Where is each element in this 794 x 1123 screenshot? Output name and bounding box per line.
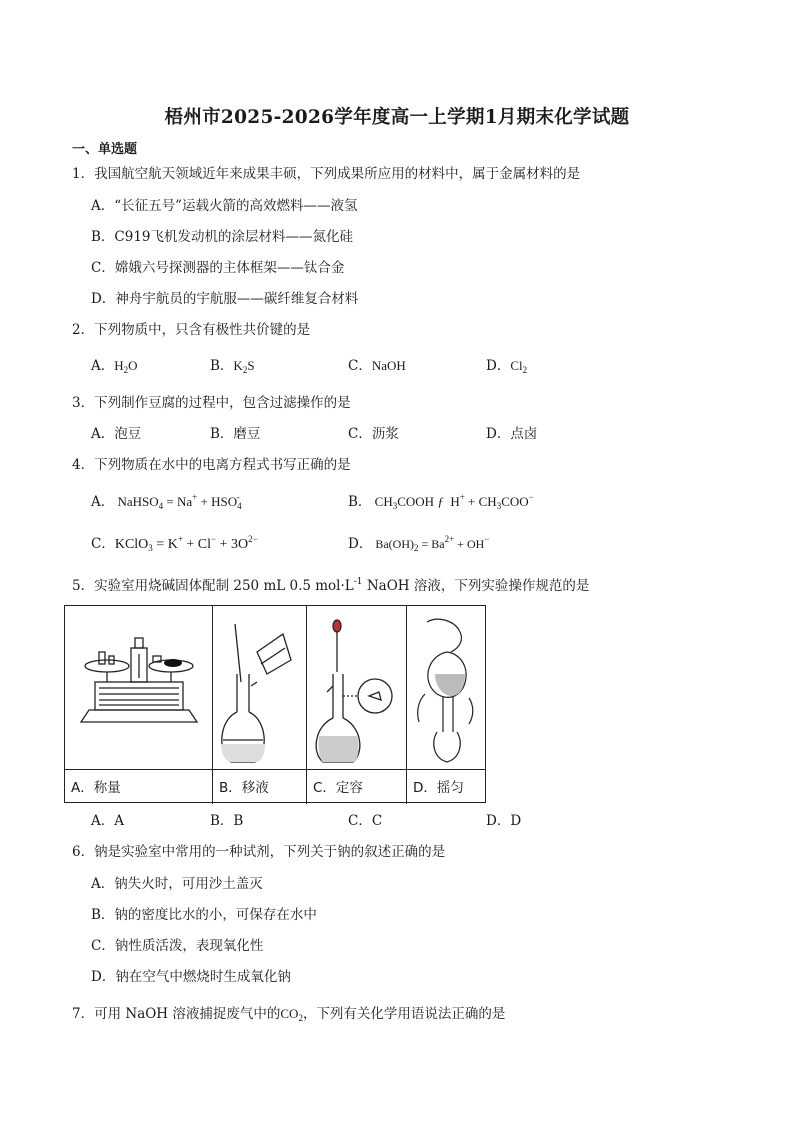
question-3-stem: 3．下列制作豆腐的过程中，包含过滤操作的是	[72, 395, 351, 411]
question-5-figure-table	[64, 605, 486, 803]
formula-h2o: $H_2O$	[114, 358, 138, 375]
question-3-option-a: A．泡豆	[91, 426, 142, 442]
option-label: B．	[348, 494, 372, 510]
question-2-option-b	[210, 357, 255, 375]
question-7-stem-text: 7．可用 NaOH 溶液捕捉废气中的	[72, 1006, 281, 1022]
balance-illustration	[65, 612, 213, 762]
option-label: C．	[348, 358, 372, 374]
question-2-option-c	[348, 357, 406, 375]
option-label: B．	[210, 358, 234, 374]
question-5-option-d: D．D	[486, 813, 522, 829]
question-2-option-a	[91, 357, 138, 375]
section-heading: 一、单选题	[72, 142, 138, 157]
question-5-option-c: C．C	[348, 813, 383, 829]
question-5-option-b: B．B	[210, 813, 244, 829]
question-6-stem: 6．钠是实验室中常用的一种试剂，下列关于钠的叙述正确的是	[72, 844, 446, 860]
question-4-option-c	[91, 535, 258, 554]
shaking-illustration	[407, 612, 485, 768]
caption-constant-volume: C．定容	[313, 780, 363, 796]
formula-co2: $CO_2$	[280, 1006, 303, 1023]
question-4-stem: 4．下列物质在水中的电离方程式书写正确的是	[72, 457, 351, 473]
caption-shaking: D．摇匀	[413, 780, 464, 796]
equation-kclo3: KClO$_3$ = $K^+ + Cl^- + 3O^{2-}$	[114, 534, 258, 553]
question-7-stem	[72, 1005, 505, 1023]
question-5-stem-text: 5．实验室用烧碱固体配制 250 mL 0.5 mol·L	[72, 578, 354, 594]
option-label: D．	[348, 536, 373, 552]
figure-cell-constant-volume	[307, 606, 407, 804]
question-3-option-c: C．沥浆	[348, 426, 399, 442]
question-4-option-b	[348, 493, 534, 511]
transfer-illustration	[213, 612, 307, 768]
question-1-option-c: C．嫦娥六号探测器的主体框架——钛合金	[91, 260, 345, 276]
question-6-option-c: C．钠性质活泼，表现氧化性	[91, 938, 264, 954]
figure-cell-weighing	[65, 606, 213, 804]
question-2-option-d	[486, 357, 527, 375]
constant-volume-illustration	[307, 612, 407, 768]
question-3-option-b: B．磨豆	[210, 426, 261, 442]
question-5-option-a: A．A	[91, 813, 124, 829]
equation-ch3cooh: $CH_3COOH$ ƒ $H^+ + CH_3COO^-$	[371, 492, 534, 511]
question-7-stem-tail: ，下列有关化学用语说法正确的是	[302, 1006, 506, 1022]
caption-transfer: B．移液	[219, 780, 269, 796]
caption-weighing: A．称量	[71, 780, 121, 796]
formula-k2s: $K_2S$	[233, 358, 255, 375]
question-1-option-a: A．“长征五号”运载火箭的高效燃料——液氢	[91, 198, 358, 214]
page-title: 梧州市2025-2026学年度高一上学期1月期末化学试题	[164, 107, 630, 128]
formula-cl2: $Cl_2$	[510, 358, 528, 375]
question-1-option-b: B．C919飞机发动机的涂层材料——氮化硅	[91, 229, 354, 245]
question-6-option-b: B．钠的密度比水的小，可保存在水中	[91, 907, 317, 923]
question-1-option-d: D．神舟宇航员的宇航服——碳纤维复合材料	[91, 291, 359, 307]
figure-cell-shaking	[407, 606, 485, 804]
question-6-option-d: D．钠在空气中燃烧时生成氧化钠	[91, 969, 291, 985]
equation-baoh2: $Ba(OH)_2 = Ba^{2+} + OH^-$	[372, 534, 490, 553]
figure-caption-divider	[65, 769, 485, 770]
question-4-option-a	[91, 493, 240, 511]
question-5-stem-tail: NaOH 溶液，下列实验操作规范的是	[362, 578, 590, 594]
unit-superscript: -1	[353, 577, 363, 587]
question-5-stem	[72, 577, 589, 595]
option-label: D．	[486, 358, 511, 374]
question-3-option-d: D．点卤	[486, 426, 538, 442]
question-1-stem: 1．我国航空航天领域近年来成果丰硕，下列成果所应用的材料中，属于金属材料的是	[72, 166, 581, 182]
question-6-option-a: A．钠失火时，可用沙土盖灭	[91, 876, 263, 892]
option-label: A．	[91, 494, 115, 510]
option-label: A．	[91, 358, 115, 374]
formula-naoh: NaOH	[371, 358, 406, 373]
question-2-stem: 2．下列物质中，只含有极性共价键的是	[72, 322, 311, 338]
option-label: C．	[91, 536, 115, 552]
figure-cell-transfer	[213, 606, 307, 804]
question-4-option-d	[348, 535, 489, 553]
equation-nahso4: NaHSO$_4$ = $Na^+ + HSO_4^-$	[114, 492, 242, 511]
